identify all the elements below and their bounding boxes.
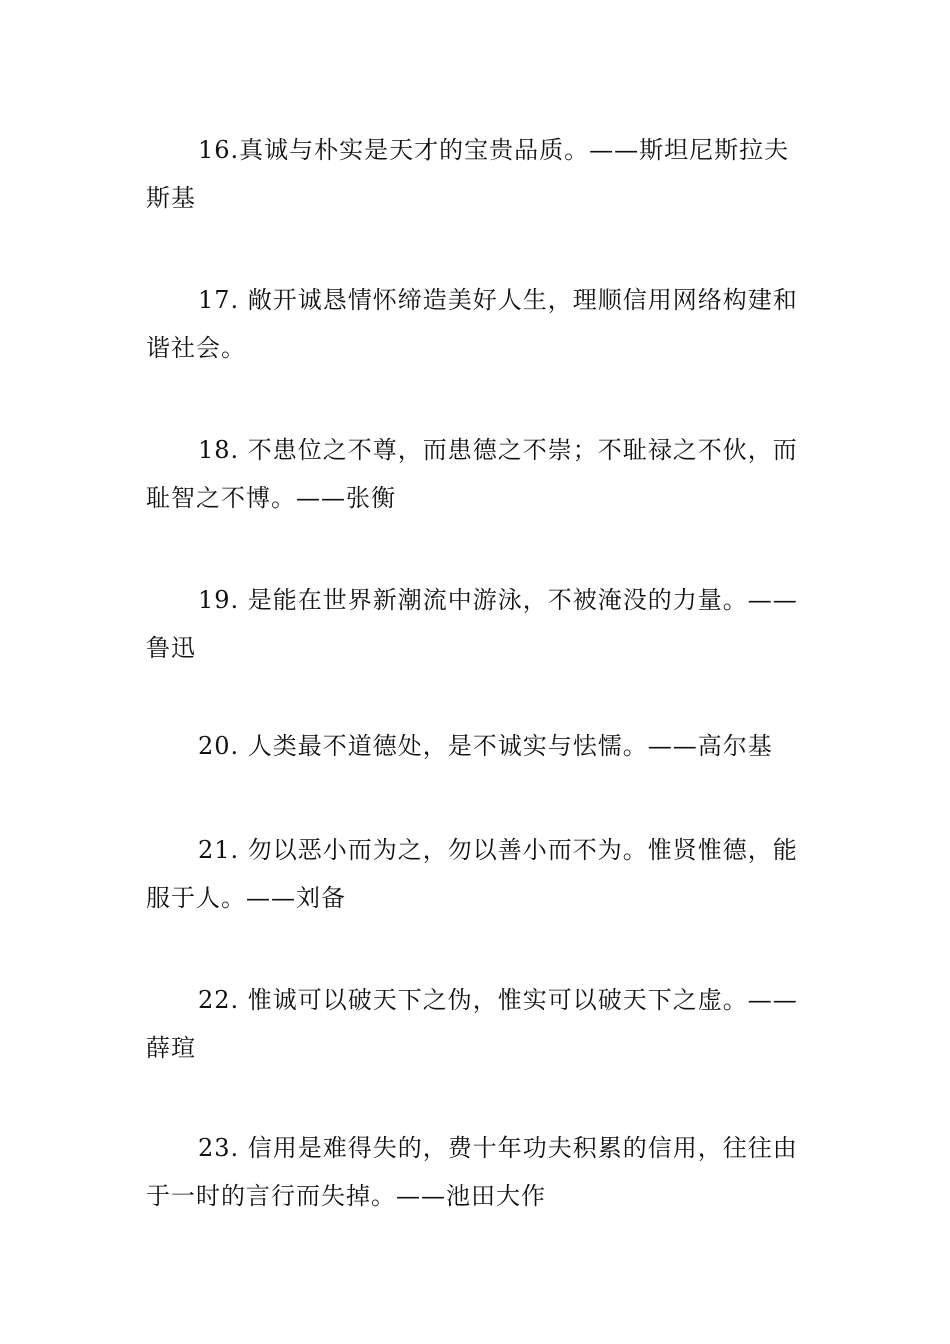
quote-19: 19. 是能在世界新潮流中游泳，不被淹没的力量。——鲁迅 (146, 586, 798, 662)
quote-22: 22. 惟诚可以破天下之伪，惟实可以破天下之虚。——薛瑄 (146, 986, 798, 1062)
quote-18: 18. 不患位之不尊，而患德之不崇；不耻禄之不伙，而耻智之不博。——张衡 (146, 436, 798, 512)
quote-16: 16.真诚与朴实是天才的宝贵品质。——斯坦尼斯拉夫斯基 (146, 136, 790, 212)
quote-23: 23. 信用是难得失的，费十年功夫积累的信用，往往由于一时的言行而失掉。——池田大作 (146, 1134, 798, 1210)
quote-17: 17. 敞开诚恳情怀缔造美好人生，理顺信用网络构建和谐社会。 (146, 286, 798, 362)
quote-21: 21. 勿以恶小而为之，勿以善小而不为。惟贤惟德，能服于人。——刘备 (146, 836, 798, 912)
quote-20: 20. 人类最不道德处，是不诚实与怯懦。——高尔基 (198, 732, 773, 760)
